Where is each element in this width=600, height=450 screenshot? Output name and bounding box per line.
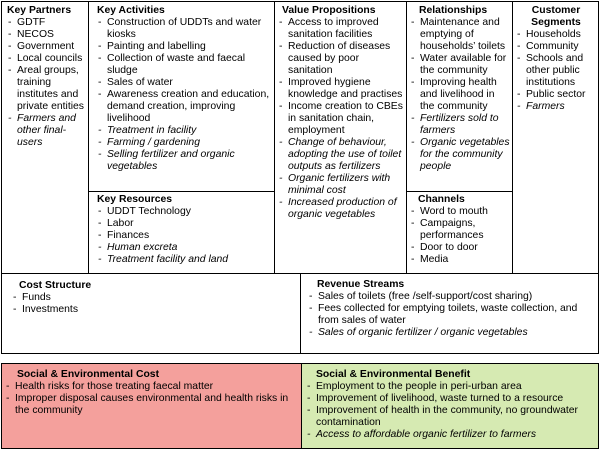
list-item: - Funds (12, 292, 298, 304)
list-item: - Local councils (7, 53, 86, 65)
list-item: - NECOS (7, 29, 86, 41)
list-item: - Income creation to CBEs in sanitation chain, employment (278, 101, 404, 137)
list-item: - Increased production of organic vegetables (278, 197, 404, 221)
list-item: - Farming / gardening (97, 137, 272, 149)
list-item: - Human excreta (97, 242, 272, 254)
social-environmental-cost-block (1, 363, 302, 449)
channels-title: Channels (418, 194, 465, 205)
list-item: - Farmers (516, 101, 596, 113)
list-item: - Government (7, 41, 86, 53)
relationships-title: Relationships (419, 5, 488, 16)
key-resources-list (97, 206, 272, 266)
list-item: - Improvement of livelihood, waste turned to a resource (306, 393, 596, 405)
key-activities-title: Key Activities (97, 5, 165, 16)
key-resources-block (88, 191, 275, 274)
list-item: - Sales of toilets (free /self-support/cost sharing) (308, 291, 596, 303)
list-item: - Investments (12, 304, 298, 316)
list-item: - Organic fertilizers with minimal cost (278, 173, 404, 197)
relationships-list (410, 17, 510, 173)
list-item: - Households (516, 29, 596, 41)
list-item: - Maintenance and emptying of households’ toilets (410, 17, 510, 53)
list-item: - GDTF (7, 17, 86, 29)
list-item: - Reduction of diseases caused by poor sanitation (278, 41, 404, 77)
social-environmental-cost-title: Social & Environmental Cost (17, 369, 160, 380)
list-item: - Health risks for those treating faecal matter (5, 381, 299, 393)
list-item: - Schools and other public institutions (516, 53, 596, 89)
customer-segments-title: Customer Segments (531, 5, 581, 28)
list-item: - Selling fertilizer and organic vegetables (97, 149, 272, 173)
list-item: - Sales of organic fertilizer / organic vegetables (308, 327, 596, 339)
list-item: - Labor (97, 218, 272, 230)
list-item: - Areal groups, training institutes and private entities (7, 65, 86, 113)
list-item: - Organic vegetables for the community people (410, 137, 510, 173)
list-item: - Treatment in facility (97, 125, 272, 137)
cost-structure-list (12, 292, 298, 316)
revenue-streams-title: Revenue Streams (317, 279, 405, 290)
list-item: - Campaigns, performances (410, 218, 510, 242)
social-environmental-cost-list (5, 381, 299, 417)
list-item: - UDDT Technology (97, 206, 272, 218)
list-item: - Door to door (410, 242, 510, 254)
customer-segments-block (512, 1, 599, 274)
channels-block (406, 191, 513, 274)
value-propositions-block (274, 1, 407, 274)
revenue-streams-block (300, 273, 599, 354)
list-item: - Treatment facility and land (97, 254, 272, 266)
social-environmental-benefit-block (301, 363, 599, 449)
social-environmental-benefit-list (306, 381, 596, 441)
list-item: - Awareness creation and education, demand creation, improving livelihood (97, 89, 272, 125)
list-item: - Sales of water (97, 77, 272, 89)
key-partners-title: Key Partners (7, 5, 72, 16)
channels-list (410, 206, 510, 266)
key-partners-list (7, 17, 86, 149)
list-item: - Access to improved sanitation facilities (278, 17, 404, 41)
list-item: - Access to affordable organic fertilizer to farmers (306, 429, 596, 441)
value-propositions-list (278, 17, 404, 221)
list-item: - Improvement of health in the community, no groundwater contamination (306, 405, 596, 429)
key-partners-block (1, 1, 89, 274)
list-item: - Media (410, 254, 510, 266)
revenue-streams-list (308, 291, 596, 339)
key-resources-title: Key Resources (97, 194, 173, 205)
social-environmental-benefit-title: Social & Environmental Benefit (316, 369, 471, 380)
list-item: - Collection of waste and faecal sludge (97, 53, 272, 77)
list-item: - Construction of UDDTs and water kiosks (97, 17, 272, 41)
list-item: - Farmers and other final-users (7, 113, 86, 149)
list-item: - Improved hygiene knowledge and practises (278, 77, 404, 101)
customer-segments-list (516, 29, 596, 113)
list-item: - Community (516, 41, 596, 53)
list-item: - Word to mouth (410, 206, 510, 218)
list-item: - Public sector (516, 89, 596, 101)
list-item: - Improper disposal causes environmental and health risks in the community (5, 393, 299, 417)
list-item: - Improving health and livelihood in the community (410, 77, 510, 113)
list-item: - Water available for the community (410, 53, 510, 77)
list-item: - Fees collected for emptying toilets, waste collection, and from sales of water (308, 303, 596, 327)
list-item: - Change of behaviour, adopting the use of toilet outputs as fertilizers (278, 137, 404, 173)
list-item: - Finances (97, 230, 272, 242)
value-propositions-title: Value Propositions (282, 5, 376, 16)
list-item: - Employment to the people in peri-urban area (306, 381, 596, 393)
key-activities-list (97, 17, 272, 173)
cost-structure-block (1, 273, 301, 354)
cost-structure-title: Cost Structure (19, 280, 92, 291)
list-item: - Fertilizers sold to farmers (410, 113, 510, 137)
list-item: - Painting and labelling (97, 41, 272, 53)
